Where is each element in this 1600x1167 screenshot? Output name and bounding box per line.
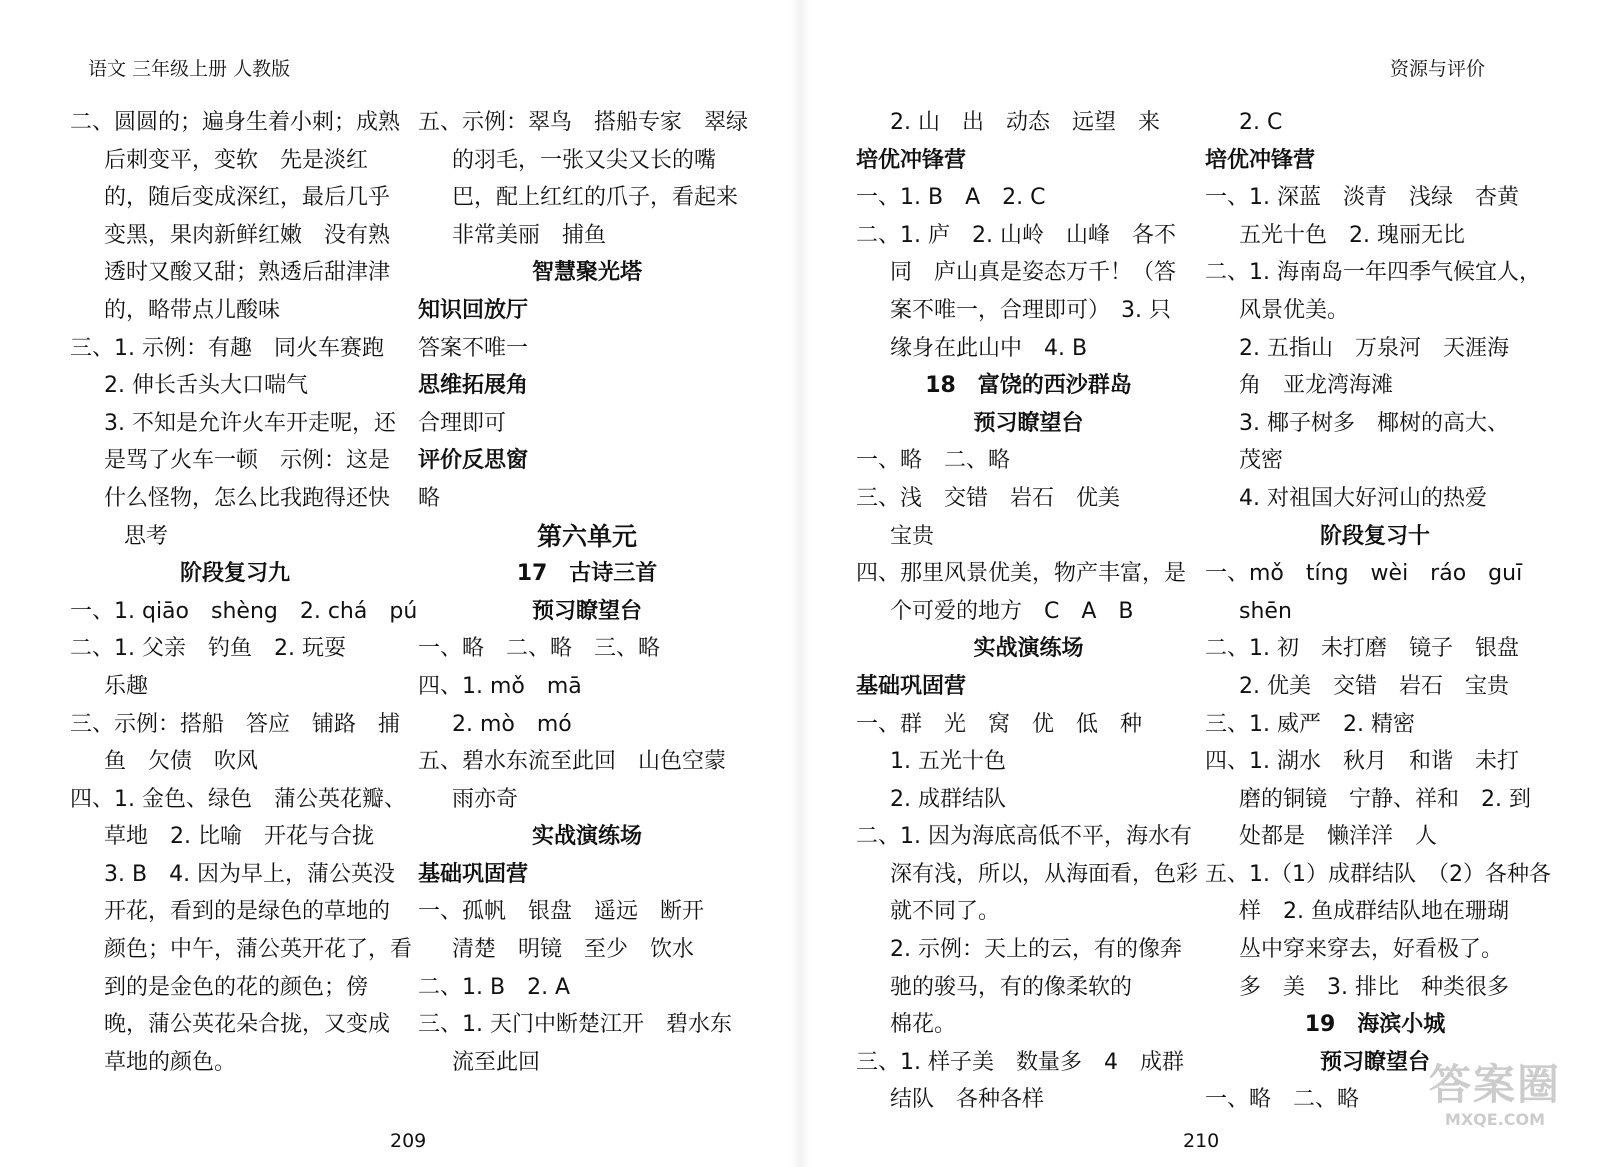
answer-line: 一、孤帆 银盘 遥远 断开	[418, 899, 705, 925]
answer-line: 的羽毛，一张又尖又长的嘴	[452, 147, 717, 173]
answer-line: 四、那里风景优美，物产丰富，是	[856, 561, 1187, 587]
answer-line: 宝贵	[890, 523, 935, 549]
answer-line: 的，略带点儿酸味	[104, 297, 281, 323]
answer-line: 二、1. B 2. A	[418, 974, 571, 1000]
answer-line: 角 亚龙湾海滩	[1239, 373, 1394, 399]
answer-line: 开花，看到的是绿色的草地的	[104, 899, 391, 925]
answer-line: 一、略 二、略	[856, 448, 1011, 474]
answer-line: 晚，蒲公英花朵合拢，又变成	[104, 1012, 391, 1038]
answer-line: 二、1. 父亲 钓鱼 2. 玩耍	[70, 636, 346, 662]
answer-line: 处都是 懒洋洋 人	[1239, 824, 1438, 850]
answer-line: 透时又酸又甜；熟透后甜津津	[104, 260, 391, 286]
answer-line: 3. 不知是允许火车开走呢，还	[104, 410, 396, 436]
answer-line: 雨亦奇	[452, 786, 519, 812]
answer-line: 预习瞭望台	[1319, 1049, 1430, 1075]
answer-line: 样 2. 鱼成群结队地在珊瑚	[1239, 899, 1509, 925]
answer-line: 一、略 二、略 三、略	[418, 636, 661, 662]
answer-line: 非常美丽 捕鱼	[452, 222, 607, 248]
answer-line: 预习瞭望台	[531, 598, 642, 624]
page-number-right: 210	[1183, 1130, 1220, 1152]
answer-line: 流至此回	[452, 1049, 541, 1075]
answer-line: 一、略 二、略	[1205, 1087, 1360, 1113]
answer-line: 五、1.（1）成群结队 （2）各种各	[1205, 861, 1551, 887]
answer-line: 变黑，果肉新鲜红嫩 没有熟	[104, 222, 391, 248]
page-number-left: 209	[390, 1130, 427, 1152]
answer-line: 合理即可	[418, 410, 507, 436]
answer-line: 预习瞭望台	[973, 410, 1084, 436]
answer-line: 四、1. mǒ mā	[418, 673, 582, 699]
answer-line: 驰的骏马，有的像柔软的	[890, 974, 1133, 1000]
answer-line: 棉花。	[890, 1012, 957, 1038]
answer-line: 二、圆圆的；遍身生着小刺；成熟	[70, 110, 401, 135]
answer-column-2	[418, 104, 756, 1081]
answer-line: 草地的颜色。	[104, 1049, 237, 1075]
answer-line: 乐趣	[104, 673, 149, 699]
answer-line: 茂密	[1239, 448, 1284, 474]
answer-line: 个可爱的地方 C A B	[890, 598, 1134, 624]
answer-line: 二、1. 庐 2. 山岭 山峰 各不	[856, 222, 1176, 248]
answer-line: 磨的铜镜 宁静、祥和 2. 到	[1239, 786, 1531, 812]
answer-line: 2. mò mó	[452, 711, 572, 737]
answer-column-4	[1205, 104, 1551, 1119]
header-left: 语文 三年级上册 人教版	[88, 58, 291, 80]
answer-line: 清楚 明镜 至少 饮水	[452, 937, 695, 963]
answer-line: 思考	[124, 523, 169, 549]
answer-line: 二、1. 因为海底高低不平，海水有	[856, 824, 1192, 850]
answer-line: 培优冲锋营	[1205, 147, 1316, 173]
answer-line: 阶段复习十	[1319, 523, 1430, 549]
answer-line: 就不同了。	[890, 899, 1001, 925]
answer-line: 深有浅，所以，从海面看，色彩	[890, 861, 1199, 887]
answer-column-3	[856, 104, 1201, 1119]
answer-line: 答案不唯一	[418, 335, 529, 361]
answer-line: 三、1. 威严 2. 精密	[1205, 711, 1415, 737]
answer-line: 案不唯一，合理即可） 3. 只	[890, 297, 1171, 323]
answer-line: 3. B 4. 因为早上，蒲公英没	[104, 861, 396, 887]
answer-line: 2. 五指山 万泉河 天涯海	[1239, 335, 1509, 361]
answer-line: 基础巩固营	[856, 673, 967, 699]
answer-line: 风景优美。	[1239, 297, 1350, 323]
answer-line: 三、1. 示例：有趣 同火车赛跑	[70, 335, 384, 361]
answer-line: 2. C	[1239, 110, 1283, 135]
answer-line: 一、群 光 窝 优 低 种	[856, 711, 1143, 737]
answer-line: 颜色；中午，蒲公英开花了，看	[104, 937, 413, 963]
answer-line: 四、1. 金色、绿色 蒲公英花瓣、	[70, 786, 406, 812]
answer-line: 三、浅 交错 岩石 优美	[856, 485, 1121, 511]
answer-line: 2. 成群结队	[890, 786, 1006, 812]
answer-line: 巴，配上红红的爪子，看起来	[452, 185, 739, 211]
answer-line: 一、1. qiāo shèng 2. chá pú	[70, 598, 418, 624]
answer-line: 3. 椰子树多 椰树的高大、	[1239, 410, 1509, 436]
answer-line: 略	[418, 485, 441, 511]
answer-line: 一、1. 深蓝 淡青 浅绿 杏黄	[1205, 185, 1519, 211]
answer-line: 到的是金色的花的颜色；傍	[104, 974, 369, 1000]
watermark-logo	[1410, 1060, 1580, 1148]
header-right: 资源与评价	[1390, 58, 1486, 80]
answer-line: 2. 示例：天上的云，有的像奔	[890, 937, 1182, 963]
answer-line: 五、碧水东流至此回 山色空蒙	[418, 749, 727, 775]
answer-line: 三、1. 样子美 数量多 4 成群	[856, 1049, 1184, 1075]
answer-line: 18 富饶的西沙群岛	[925, 373, 1132, 399]
answer-line: 培优冲锋营	[856, 147, 967, 173]
answer-line: 4. 对祖国大好河山的热爱	[1239, 485, 1487, 511]
answer-line: 实战演练场	[973, 636, 1084, 662]
answer-line: shēn	[1239, 598, 1292, 624]
answer-line: 17 古诗三首	[516, 561, 658, 587]
answer-line: 思维拓展角	[418, 373, 529, 399]
answer-line: 三、示例：搭船 答应 铺路 捕	[70, 711, 401, 737]
answer-line: 2. 山 出 动态 远望 来	[890, 110, 1160, 135]
answer-line: 是骂了火车一顿 示例：这是	[104, 448, 391, 474]
answer-line: 五、示例：翠鸟 搭船专家 翠绿	[418, 110, 749, 135]
answer-line: 1. 五光十色	[890, 749, 1006, 775]
answer-line: 一、1. B A 2. C	[856, 185, 1046, 211]
answer-line: 四、1. 湖水 秋月 和谐 未打	[1205, 749, 1519, 775]
answer-line: 鱼 欠债 吹风	[104, 749, 259, 775]
answer-line: 基础巩固营	[418, 861, 529, 887]
page-gutter	[790, 0, 810, 1167]
answer-line: 阶段复习九	[179, 561, 290, 587]
answer-line: 知识回放厅	[418, 297, 529, 323]
answer-line: 三、1. 天门中断楚江开 碧水东	[418, 1012, 732, 1038]
answer-line: 智慧聚光塔	[531, 260, 642, 286]
watermark-bottom: MXQE.COM	[1444, 1110, 1546, 1129]
answer-line: 一、mǒ tíng wèi ráo guī	[1205, 561, 1523, 587]
answer-line: 的，随后变成深红，最后几乎	[104, 185, 391, 211]
answer-line: 什么怪物，怎么比我跑得还快	[104, 485, 391, 511]
answer-line: 二、1. 初 未打磨 镜子 银盘	[1205, 636, 1519, 662]
answer-line: 第六单元	[536, 521, 637, 551]
answer-line: 多 美 3. 排比 种类很多	[1239, 974, 1509, 1000]
answer-column-1	[70, 104, 418, 1081]
answer-line: 缘身在此山中 4. B	[890, 335, 1088, 361]
watermark-top: 答案圈	[1428, 1060, 1561, 1109]
answer-line: 2. 伸长舌头大口喘气	[104, 373, 308, 399]
answer-line: 19 海滨小城	[1304, 1012, 1446, 1038]
answer-line: 五光十色 2. 瑰丽无比	[1239, 222, 1465, 248]
answer-line: 同 庐山真是姿态万千！（答	[890, 260, 1177, 286]
answer-line: 后刺变平，变软 先是淡红	[104, 147, 369, 173]
answer-line: 二、1. 海南岛一年四季气候宜人，	[1205, 260, 1541, 286]
answer-line: 实战演练场	[531, 824, 642, 850]
answer-line: 草地 2. 比喻 开花与合拢	[104, 824, 374, 850]
answer-line: 评价反思窗	[418, 448, 529, 474]
answer-line: 2. 优美 交错 岩石 宝贵	[1239, 673, 1509, 699]
answer-line: 丛中穿来穿去，好看极了。	[1239, 937, 1504, 963]
answer-line: 结队 各种各样	[890, 1087, 1045, 1113]
